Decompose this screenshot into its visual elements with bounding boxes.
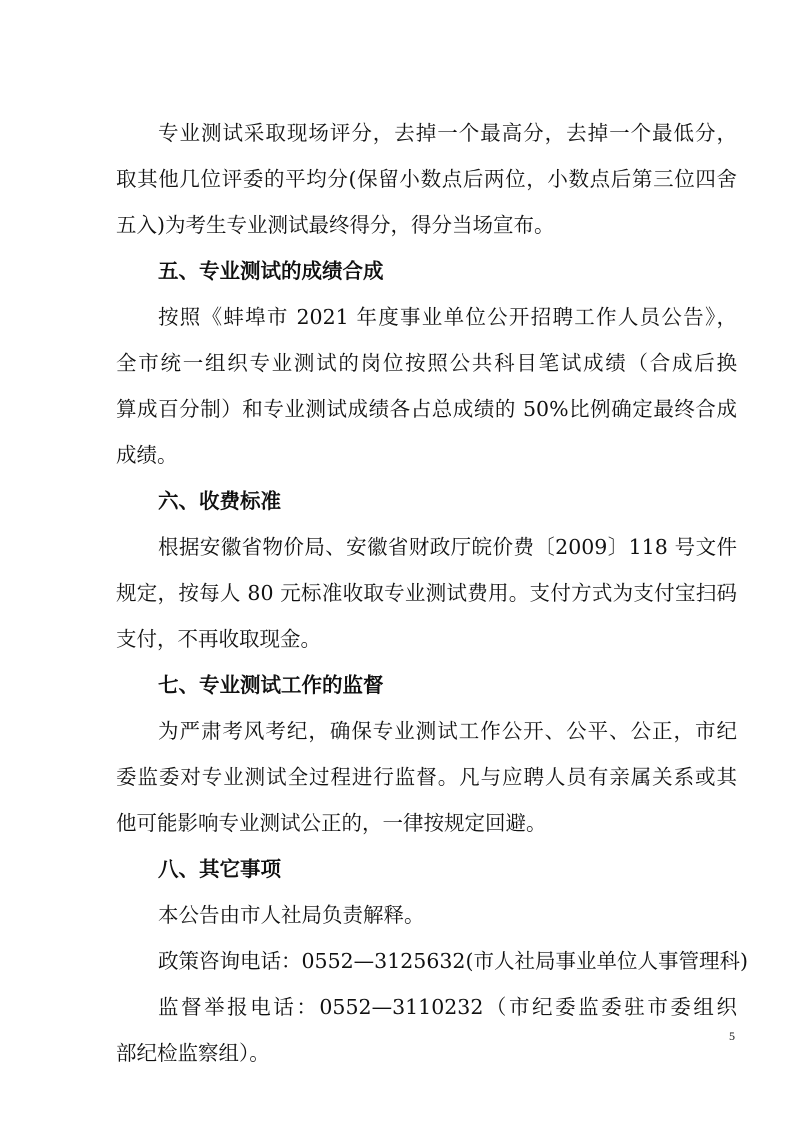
page-number: 5 xyxy=(729,1029,735,1043)
heading-fee-standard: 六、收费标准 xyxy=(158,489,281,513)
heading-supervision: 七、专业测试工作的监督 xyxy=(158,673,384,697)
paragraph-composition-line-3: 算成百分制）和专业测试成绩各占总成绩的 50%比例确定最终合成 xyxy=(116,397,737,421)
paragraph-interpretation: 本公告由市人社局负责解释。 xyxy=(158,903,425,927)
paragraph-scoring-line-2: 取其他几位评委的平均分(保留小数点后两位，小数点后第三位四舍 xyxy=(116,167,737,191)
paragraph-composition-line-1: 按照《蚌埠市 2021 年度事业单位公开招聘工作人员公告》， xyxy=(158,305,737,329)
paragraph-scoring-line-3: 五入)为考生专业测试最终得分，得分当场宣布。 xyxy=(116,213,555,237)
paragraph-composition-line-2: 全市统一组织专业测试的岗位按照公共科目笔试成绩（合成后换 xyxy=(116,351,737,375)
paragraph-composition-line-4: 成绩。 xyxy=(116,443,178,467)
paragraph-fee-line-2: 规定，按每人 80 元标准收取专业测试费用。支付方式为支付宝扫码 xyxy=(116,581,737,605)
paragraph-fee-line-3: 支付，不再收取现金。 xyxy=(116,627,321,651)
paragraph-scoring-line-1: 专业测试采取现场评分，去掉一个最高分，去掉一个最低分， xyxy=(158,121,737,145)
paragraph-supervision-line-1: 为严肃考风考纪，确保专业测试工作公开、公平、公正，市纪 xyxy=(158,719,737,743)
paragraph-supervision-line-3: 他可能影响专业测试公正的，一律按规定回避。 xyxy=(116,811,547,835)
paragraph-policy-hotline: 政策咨询电话：0552—3125632(市人社局事业单位人事管理科) xyxy=(158,949,748,973)
paragraph-report-hotline-line-2: 部纪检监察组）。 xyxy=(116,1041,270,1065)
paragraph-supervision-line-2: 委监委对专业测试全过程进行监督。凡与应聘人员有亲属关系或其 xyxy=(116,765,737,789)
paragraph-report-hotline-line-1: 监督举报电话：0552—3110232（市纪委监委驻市委组织 xyxy=(158,995,737,1019)
heading-score-composition: 五、专业测试的成绩合成 xyxy=(158,259,384,283)
paragraph-fee-line-1: 根据安徽省物价局、安徽省财政厅皖价费〔2009〕118 号文件 xyxy=(158,535,737,559)
heading-other-matters: 八、其它事项 xyxy=(158,857,281,881)
